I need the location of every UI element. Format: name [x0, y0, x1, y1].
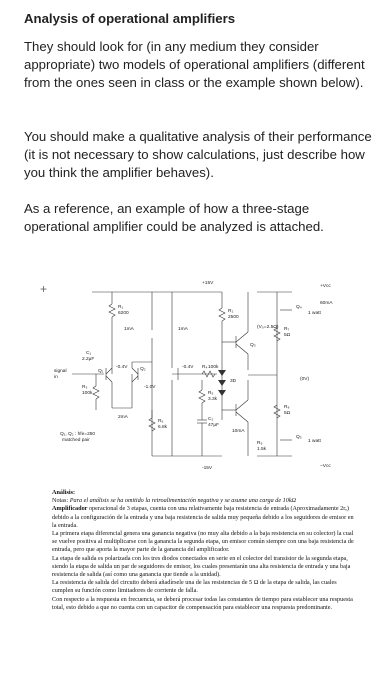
label-r9: R₉ — [257, 441, 263, 446]
question-title: Analysis of operational amplifiers — [24, 11, 236, 26]
label-r6-value: 6.8k — [158, 425, 168, 430]
plus-marker-icon: + — [40, 282, 48, 296]
analysis-paragraph-4: La resistencia de salida del circuito deberá añadírsele una de las resistencias de 5 Ω de la etapa de salida, las cuales cumplen su función como limitadores de corriente de falla. — [52, 579, 337, 595]
label-current-1: 1mA — [124, 327, 134, 332]
analysis-p1-text: operacional de 3 etapas, cuenta con una relativamente baja resistencia de entrada (Aproximadamente 2rₑ) debido a la configuración de la entrada y una baja resistencia de salida muy pequeña debido a los seguidores de emisor en la entrada. — [52, 505, 354, 529]
analysis-notes — [52, 489, 356, 612]
analysis-paragraph-5: Con respecto a la respuesta en frecuencia, se deberá procesar todas las constantes de tiempo para establecer una respuesta total, esto debido a que no cuenta con un capacitor de compensación para establecer una respuesta predominante. — [52, 595, 353, 611]
label-c2-value: 47μF — [208, 423, 220, 428]
label-voltage-2: -0.4V — [182, 365, 194, 370]
question-paragraph-3: As a reference, an example of how a three-stage operational amplifier could be analyzed is attached. — [24, 201, 324, 234]
label-q3: Q₃ — [250, 343, 256, 348]
label-q2: Q₂ — [140, 367, 146, 372]
label-r2: R₂ — [228, 309, 234, 314]
label-r4: R₄ — [202, 365, 208, 370]
label-voltage-3: -1.0V — [144, 385, 156, 390]
label-c2: C₂ — [208, 417, 214, 422]
label-diodes: 3D — [230, 379, 237, 384]
label-r3: R₃ — [82, 385, 88, 390]
analysis-paragraph-1 — [52, 505, 356, 530]
label-current-3: 2mA — [118, 415, 128, 420]
label-q5: Q₅ — [296, 435, 302, 440]
analysis-note-text: Para el análisis se ha omitido la retroalimentación negativa y se asume una carga de 10kΩ — [69, 497, 297, 505]
schematic-wires — [72, 292, 292, 456]
analysis-note-label: Notas: — [52, 497, 69, 505]
label-r8: R₈ — [284, 405, 290, 410]
label-output-voltage: (0V) — [300, 377, 310, 382]
schematic-diodes — [218, 370, 226, 396]
label-q4: Q₄ — [296, 305, 302, 310]
analysis-p1-bold: Amplificador — [52, 505, 88, 513]
label-r1: R₁ — [118, 305, 124, 310]
analysis-heading: Análisis: — [52, 489, 76, 496]
label-r2-value: 2500 — [228, 315, 239, 320]
label-vcc-neg: −Vcc — [320, 464, 331, 469]
label-pair-note: Q₁, Q₂ : hfe=250 — [60, 432, 96, 437]
label-voltage-1: -0.4V — [116, 365, 128, 370]
analysis-paragraph-3: La etapa de salida es polarizada con los tres diodos conectados en serie en el colector del transistor de la segunda etapa, siendo la etapa de salida un par de seguidores de emisor, los cuales presentarán una alta resistencia de entrada y una baja resistencia de salida (así como una ganancia que tiende a la unidad). — [52, 554, 351, 579]
label-r9-value: 1.5k — [257, 447, 267, 452]
label-q1: Q₁ — [98, 369, 104, 374]
label-supply-neg: -15V — [202, 466, 213, 471]
label-supply-pos: +15V — [202, 281, 214, 286]
label-r7: R₇ — [284, 327, 290, 332]
label-r5: R₅ — [208, 391, 214, 396]
label-current-2: 1mA — [178, 327, 188, 332]
label-watt-1: 1 watt — [308, 311, 321, 316]
analysis-paragraph-2: La primera etapa diferencial genera una ganancia negativa (no muy alta debido a la baja resistencia en su colector) la cual se vuelve positiva al multiplicarse con la ganancia la segunda etapa, un emisor común siempre con una baja resistencia de entrada, pero que aporta la mayor parte de la ganancia del amplificador. — [52, 530, 354, 554]
label-vcc-pos: +Vcc — [320, 284, 331, 289]
label-r7-value: 5Ω — [284, 333, 291, 338]
label-pair-note-2: matched pair — [62, 438, 90, 443]
label-signal-in: in — [54, 375, 58, 380]
label-r8-value: 5Ω — [284, 411, 291, 416]
label-current-5: 60mA — [320, 301, 333, 306]
label-r4-value: 100k — [208, 365, 219, 370]
label-r6: R₆ — [158, 419, 164, 424]
amplifier-schematic — [52, 270, 348, 484]
label-r1-value: 6200 — [118, 311, 129, 316]
label-watt-2: 1 watt — [308, 439, 321, 444]
label-c1-value: 2.2μF — [82, 357, 95, 362]
label-r5-value: 3.3k — [208, 397, 218, 402]
label-current-4: 10mA — [232, 429, 245, 434]
label-r3-value: 100k — [82, 391, 93, 396]
analysis-note — [52, 497, 356, 505]
label-c1: C₁ — [86, 351, 92, 356]
label-signal: signal — [54, 369, 67, 374]
question-paragraph-1: They should look for (in any medium they consider appropriate) two models of operational amplifiers (different from the ones seen in class or the example shown below). — [24, 39, 365, 90]
label-bias-voltage: (V₀=2.5Ω) — [257, 325, 279, 330]
question-paragraph-2: You should make a qualitative analysis of their performance (it is not necessary to show calculations, just describe how you think the amplifier behaves). — [24, 129, 372, 180]
